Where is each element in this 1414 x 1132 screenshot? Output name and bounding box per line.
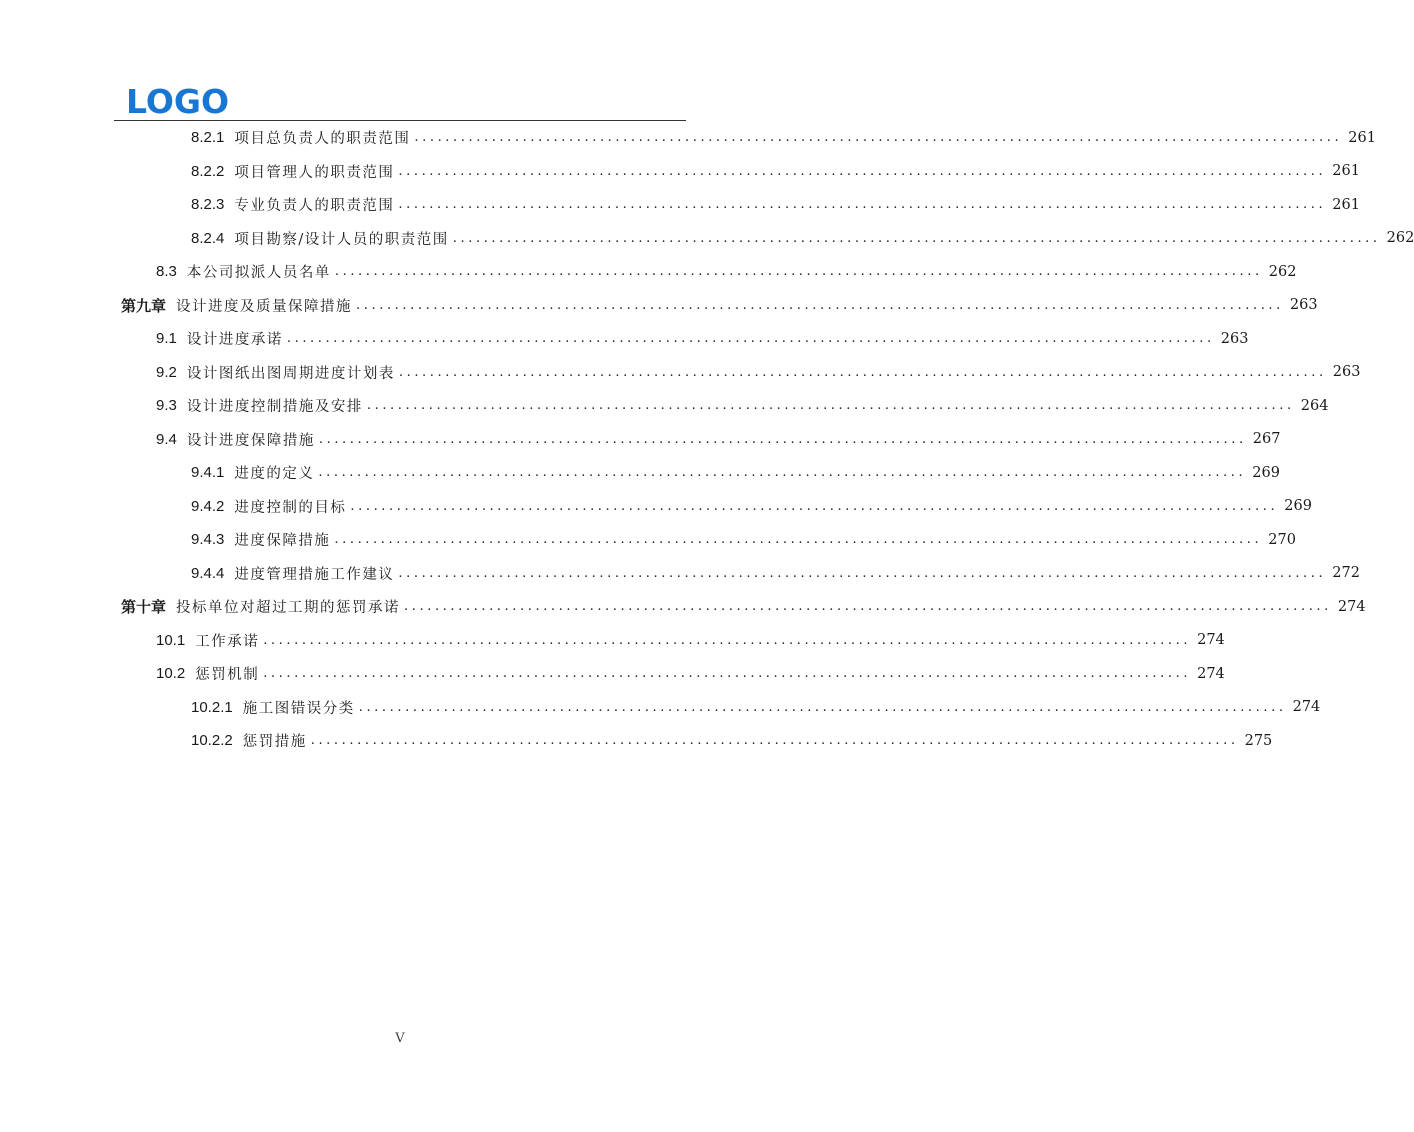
toc-entry[interactable] <box>121 289 1318 322</box>
toc-entry-number: 10.2 <box>156 665 186 682</box>
toc-dot-leader: ........................................................................................................................ <box>334 532 1263 547</box>
toc-dot-leader: ........................................................................................................................ <box>263 632 1192 648</box>
toc-entry-number: 9.4.1 <box>191 464 225 481</box>
toc-entry[interactable] <box>156 322 1249 355</box>
toc-entry-number: 8.2.1 <box>191 129 225 146</box>
toc-entry-title: 项目管理人的职责范围 <box>234 164 395 181</box>
toc-entry-page: 264 <box>1300 397 1329 414</box>
toc-entry-title: 进度控制的目标 <box>234 499 347 516</box>
toc-entry-title: 进度的定义 <box>234 466 315 482</box>
toc-dot-leader: ........................................................................................................................ <box>318 431 1247 447</box>
toc-entry[interactable] <box>121 590 1366 623</box>
toc-entry-number: 9.4 <box>156 430 177 448</box>
toc-entry[interactable] <box>191 557 1360 590</box>
toc-entry[interactable] <box>191 724 1273 757</box>
toc-entry-page: 261 <box>1348 129 1376 146</box>
toc-entry-number: 8.2.3 <box>191 196 225 213</box>
toc-entry-page: 274 <box>1292 699 1321 715</box>
toc-entry-title: 施工图错误分类 <box>242 700 355 717</box>
toc-entry-page: 275 <box>1244 732 1273 749</box>
toc-entry-title: 设计进度及质量保障措施 <box>176 298 353 315</box>
toc-entry-number: 10.2.1 <box>191 698 233 716</box>
toc-entry-title: 惩罚措施 <box>242 734 307 750</box>
toc-entry-page: 274 <box>1197 665 1225 682</box>
toc-dot-leader: ........................................................................................................................ <box>350 498 1279 514</box>
toc-dot-leader: ........................................................................................................................ <box>263 666 1192 681</box>
toc-entry-title: 项目总负责人的职责范围 <box>234 131 411 147</box>
toc-entry-page: 261 <box>1332 196 1360 213</box>
toc-entry[interactable] <box>156 423 1281 456</box>
toc-entry-number: 9.1 <box>156 330 177 347</box>
toc-entry-page: 263 <box>1289 297 1318 313</box>
toc-entry-number: 9.3 <box>156 397 177 414</box>
toc-entry-title: 设计图纸出图周期进度计划表 <box>186 365 395 382</box>
toc-entry[interactable] <box>191 490 1312 523</box>
toc-entry-title: 设计进度承诺 <box>186 332 283 348</box>
toc-dot-leader: ........................................................................................................................ <box>398 163 1327 179</box>
toc-entry-page: 261 <box>1332 163 1360 179</box>
toc-entry-page: 263 <box>1220 330 1249 347</box>
toc-dot-leader: ........................................................................................................................ <box>366 398 1295 413</box>
toc-entry-page: 262 <box>1386 230 1414 246</box>
toc-entry-page: 262 <box>1268 263 1297 280</box>
toc-entry-title: 项目勘察/设计人员的职责范围 <box>234 231 449 248</box>
toc-entry-title: 进度保障措施 <box>234 533 331 549</box>
toc-dot-leader: ........................................................................................................................ <box>398 364 1327 380</box>
toc-entry[interactable] <box>191 155 1360 188</box>
toc-entry[interactable] <box>156 389 1329 422</box>
toc-entry-page: 272 <box>1332 565 1360 581</box>
toc-entry[interactable] <box>191 188 1360 221</box>
toc-entry[interactable] <box>191 523 1296 556</box>
toc-entry-page: 263 <box>1332 364 1361 380</box>
toc-entry-title: 本公司拟派人员名单 <box>186 265 331 281</box>
toc-entry-number: 10.1 <box>156 631 186 649</box>
toc-entry-number: 8.2.4 <box>191 229 225 247</box>
toc-entry-page: 269 <box>1252 464 1280 481</box>
toc-entry[interactable] <box>191 222 1414 255</box>
toc-dot-leader: ........................................................................................................................ <box>398 197 1327 212</box>
toc-entry-page: 274 <box>1197 632 1225 648</box>
toc-entry-title: 惩罚机制 <box>195 667 260 683</box>
toc-entry[interactable] <box>156 624 1225 657</box>
toc-entry-page: 269 <box>1284 498 1312 514</box>
toc-dot-leader: ........................................................................................................................ <box>398 565 1327 581</box>
toc-entry-title: 进度管理措施工作建议 <box>234 566 395 583</box>
toc-entry-number: 9.4.3 <box>191 531 225 548</box>
toc-dot-leader: ........................................................................................................................ <box>356 297 1284 313</box>
toc-entry-number: 第十章 <box>121 598 167 616</box>
toc-entry-number: 9.4.4 <box>191 564 225 582</box>
toc-entry[interactable] <box>191 456 1280 489</box>
toc-entry-title: 设计进度保障措施 <box>186 432 315 449</box>
company-logo: LOGO <box>126 82 230 121</box>
toc-entry[interactable] <box>156 657 1225 690</box>
toc-entry-page: 270 <box>1268 531 1296 548</box>
toc-entry-title: 工作承诺 <box>195 633 260 650</box>
toc-entry-number: 9.4.2 <box>191 497 225 515</box>
toc-dot-leader: ........................................................................................................................ <box>318 465 1247 480</box>
toc-entry-number: 10.2.2 <box>191 732 233 749</box>
toc-dot-leader: ........................................................................................................................ <box>452 230 1381 246</box>
toc-dot-leader: ........................................................................................................................ <box>358 699 1287 715</box>
toc-entry-title: 专业负责人的职责范围 <box>234 198 395 214</box>
toc-entry-number: 第九章 <box>121 296 167 315</box>
toc-entry-title: 设计进度控制措施及安排 <box>186 399 363 415</box>
toc-entry-title: 投标单位对超过工期的惩罚承诺 <box>176 600 401 616</box>
page-number: V <box>395 1031 405 1046</box>
toc-entry-number: 8.2.2 <box>191 162 225 180</box>
toc-entry[interactable] <box>191 121 1376 154</box>
toc-entry-number: 9.2 <box>156 363 177 381</box>
toc-entry-number: 8.3 <box>156 263 177 280</box>
toc-entry[interactable] <box>191 691 1321 724</box>
toc-entry-page: 267 <box>1252 431 1281 447</box>
toc-dot-leader: ........................................................................................................................ <box>310 733 1239 748</box>
toc-entry[interactable] <box>156 356 1361 389</box>
toc-entry-page: 274 <box>1337 598 1366 615</box>
toc-dot-leader: ........................................................................................................................ <box>286 331 1215 346</box>
toc-dot-leader: ........................................................................................................................ <box>414 130 1343 145</box>
toc-dot-leader: ........................................................................................................................ <box>334 264 1263 279</box>
toc-dot-leader: ........................................................................................................................ <box>404 599 1332 614</box>
toc-entry[interactable] <box>156 255 1297 288</box>
